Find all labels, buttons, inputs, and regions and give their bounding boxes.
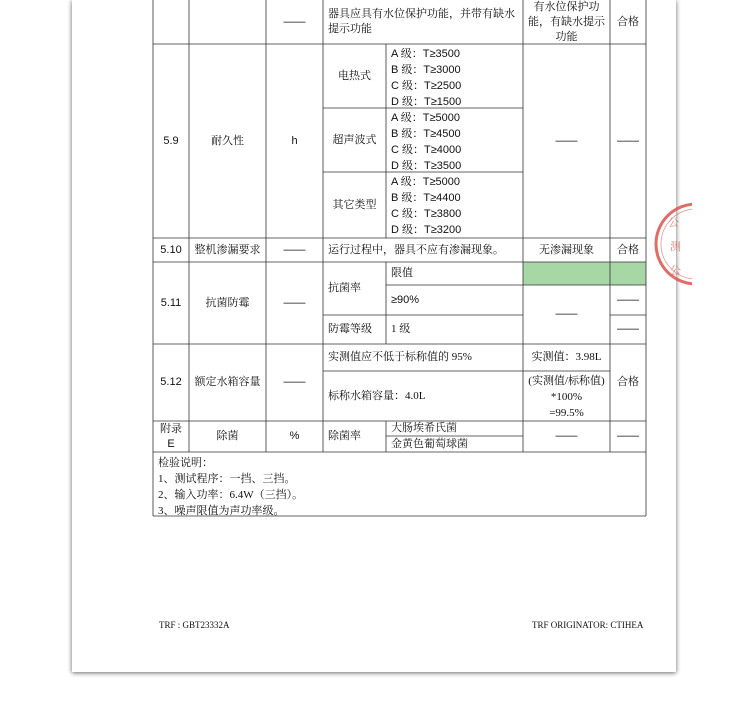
sub-sterilization-rate: 除菌率 [328, 430, 361, 442]
verdict-5-9: —— [617, 134, 639, 147]
result-5-11: —— [555, 308, 578, 320]
clause-line: 附录 [160, 423, 182, 435]
verdict-5-11-b: —— [617, 323, 639, 335]
clause-5-12: 5.12 [160, 376, 182, 388]
unit-5-10: —— [283, 243, 306, 256]
unit-5-9: h [291, 134, 298, 147]
top-row-verdict: 合格 [617, 15, 639, 28]
notes-line: 3、噪声限值为声功率级。 [158, 505, 285, 517]
requirement-5-12-a: 实测值应不低于标称值的 95% [328, 351, 472, 363]
item-leakage: 整机渗漏要求 [194, 243, 261, 256]
grade-line: B 级：T≥4500 [391, 128, 461, 140]
grades-other [391, 174, 461, 238]
bacteria-ecoli: 大肠埃希氏菌 [391, 422, 457, 434]
grade-line: D 级：T≥3200 [391, 224, 462, 236]
red-seal-stamp [652, 198, 692, 290]
grade-line: C 级：T≥4000 [391, 144, 462, 156]
clause-5-10: 5.10 [160, 243, 182, 256]
item-durability: 耐久性 [211, 134, 244, 147]
unit-5-12: —— [283, 376, 306, 388]
notes-line: 2、输入功率：6.4W（三挡）。 [158, 489, 304, 501]
grade-line: B 级：T≥3000 [391, 64, 461, 76]
grade-line: C 级：T≥3800 [391, 208, 462, 220]
svg-text:公: 公 [668, 216, 679, 229]
verdict-5-10: 合格 [617, 243, 639, 256]
top-row-requirement: 器具应具有水位保护功能，并带有缺水提示功能 [328, 8, 515, 35]
grade-line: D 级：T≥3500 [391, 160, 462, 172]
grades-electric [391, 46, 461, 110]
verdict-5-11-a: —— [617, 293, 639, 306]
grade-line: A 级：T≥5000 [391, 176, 461, 188]
item-antibacterial: 抗菌防霉 [205, 296, 250, 309]
grade-line: A 级：T≥5000 [391, 112, 461, 124]
result-5-12-b [523, 373, 610, 421]
mildew-grade-value: 1 级 [391, 323, 411, 335]
notes-line: 1、测试程序：一挡、三挡。 [158, 473, 296, 485]
sub-mildew-grade: 防霉等级 [328, 323, 372, 335]
grade-line: B 级：T≥4400 [391, 192, 461, 204]
verdict-e: —— [617, 430, 639, 442]
grade-line: D 级：T≥1500 [391, 96, 462, 108]
top-row-result: 有水位保护功能，有缺水提示功能 [528, 0, 605, 43]
clause-5-11: 5.11 [160, 296, 182, 309]
type-electric-heating: 电热式 [338, 69, 371, 82]
footer-trf: TRF : GBT23332A [159, 620, 230, 630]
clause-appendix-e [153, 422, 189, 452]
footer-originator: TRF ORIGINATOR: CTIHEA [532, 620, 644, 630]
item-sterilization: 除菌 [216, 430, 239, 442]
inspection-notes [158, 455, 303, 519]
limit-value: ≥90% [391, 293, 420, 306]
sub-antibacterial-rate: 抗菌率 [328, 282, 361, 294]
ratio-line: =99.5% [549, 407, 584, 419]
type-other: 其它类型 [332, 198, 377, 211]
notes-title: 检验说明： [158, 457, 213, 469]
result-e: —— [555, 430, 578, 442]
grades-ultrasonic [391, 110, 461, 174]
type-ultrasonic: 超声波式 [332, 133, 377, 146]
svg-text:公: 公 [670, 264, 681, 277]
limit-label: 限值 [391, 267, 413, 279]
clause-5-9: 5.9 [163, 134, 179, 147]
clause-line: E [167, 438, 175, 450]
ratio-line: (实测值/标称值) [528, 375, 605, 387]
ratio-line: *100% [550, 391, 583, 403]
item-tank-capacity: 额定水箱容量 [194, 376, 261, 388]
grade-line: C 级：T≥2500 [391, 80, 462, 92]
unit-5-11: —— [283, 296, 306, 309]
requirement-5-10: 运行过程中，器具不应有渗漏现象。 [328, 243, 504, 256]
unit-e: % [289, 430, 300, 442]
verdict-5-12: 合格 [617, 376, 639, 388]
svg-text:测: 测 [670, 240, 681, 253]
result-5-10: 无渗漏现象 [539, 243, 594, 256]
bacteria-staph: 金黄色葡萄球菌 [391, 437, 468, 450]
top-row-unit: —— [283, 15, 306, 28]
result-5-12-a: 实测值：3.98L [531, 351, 602, 363]
result-5-9: —— [555, 134, 578, 147]
grade-line: A 级：T≥3500 [391, 48, 461, 60]
highlight-cell-verdict [610, 262, 646, 285]
highlight-cell-result [523, 262, 610, 285]
requirement-5-12-b: 标称水箱容量：4.0L [328, 389, 426, 402]
